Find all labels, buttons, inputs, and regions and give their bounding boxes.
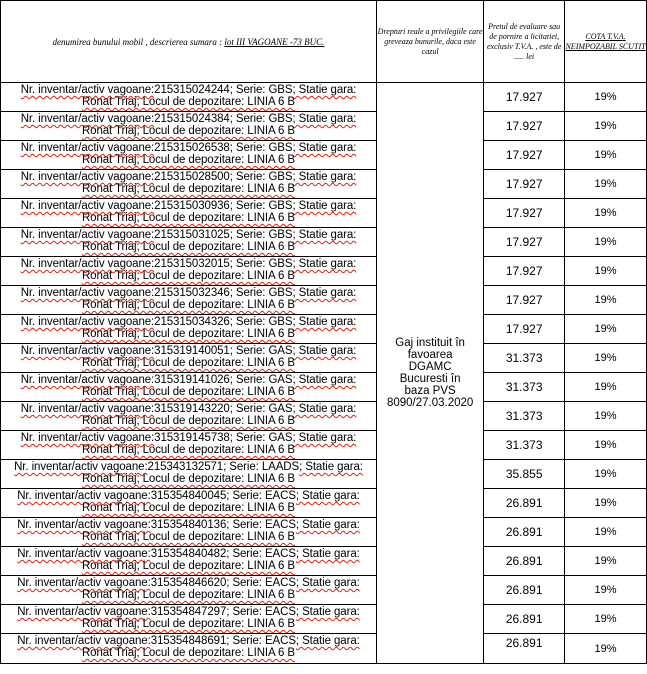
series-label: ; Serie: <box>229 287 269 299</box>
vat-cell: 19% <box>565 199 647 228</box>
inventory-number: 315354840045 <box>150 490 227 502</box>
inventory-number: 315354840136 <box>150 519 227 531</box>
vat-cell: 19% <box>565 431 647 460</box>
table-row <box>1 228 647 257</box>
vat-cell: 19% <box>565 402 647 431</box>
item-description <box>1 489 377 518</box>
station-label: ; Statie gara: <box>295 519 360 531</box>
vat-cell: 19% <box>565 605 647 634</box>
price-cell: 17.927 <box>484 199 565 228</box>
item-description <box>1 141 377 170</box>
station-label: ; Statie gara: <box>295 490 360 502</box>
vat-cell: 19% <box>565 373 647 402</box>
station-label: ; Statie gara: <box>292 374 357 386</box>
location-text: Ronat Triaj; Locul de depozitare: LINIA 6 B <box>81 270 295 282</box>
inventory-label: Nr. inventar/activ vagoane: <box>20 113 155 125</box>
price-cell: 26.891 <box>484 576 565 605</box>
location-text: Ronat Triaj; Locul de depozitare: LINIA 6 B <box>81 647 295 659</box>
item-description <box>1 257 377 286</box>
series-code: GBS <box>268 142 293 154</box>
station-label: ; Statie gara: <box>295 606 360 618</box>
location-text: Ronat Triaj; Locul de depozitare: LINIA 6 B <box>81 618 295 630</box>
vat-cell: 19% <box>565 460 647 489</box>
location-text: Ronat Triaj; Locul de depozitare: LINIA 6 B <box>81 212 295 224</box>
station-label: ; Statie gara: <box>292 258 357 270</box>
inventory-label: Nr. inventar/activ vagoane: <box>14 461 148 473</box>
inventory-label: Nr. inventar/activ vagoane: <box>20 258 155 270</box>
table-row <box>1 141 647 170</box>
inventory-label: Nr. inventar/activ vagoane: <box>20 84 155 96</box>
location-text: Ronat Triaj; Locul de depozitare: LINIA 6 B <box>81 444 295 456</box>
vat-cell: 19% <box>565 141 647 170</box>
series-label: ; Serie: <box>229 374 269 386</box>
inventory-label: Nr. inventar/activ vagoane: <box>20 345 155 357</box>
series-code: GAS <box>268 345 293 357</box>
location-text: Ronat Triaj; Locul de depozitare: LINIA 6 B <box>81 241 295 253</box>
table-row <box>1 344 647 373</box>
item-description <box>1 634 377 664</box>
table-row <box>1 634 647 664</box>
table-row <box>1 402 647 431</box>
price-cell: 17.927 <box>484 257 565 286</box>
station-label: ; Statie gara: <box>292 432 357 444</box>
series-label: ; Serie: <box>229 171 269 183</box>
vat-cell: 19% <box>565 547 647 576</box>
table-row <box>1 170 647 199</box>
table-row <box>1 112 647 141</box>
station-label: ; Statie gara: <box>292 113 357 125</box>
location-text: Ronat Triaj; Locul de depozitare: LINIA 6 B <box>81 415 295 427</box>
price-cell: 31.373 <box>484 373 565 402</box>
series-label: ; Serie: <box>226 606 265 618</box>
price-cell: 31.373 <box>484 431 565 460</box>
inventory-label: Nr. inventar/activ vagoane: <box>20 229 155 241</box>
table-row <box>1 199 647 228</box>
location-text: Ronat Triaj; Locul de depozitare: LINIA 6 B <box>81 125 295 137</box>
station-label: ; Statie gara: <box>292 200 357 212</box>
inventory-label: Nr. inventar/activ vagoane: <box>20 316 155 328</box>
series-code: GBS <box>268 171 293 183</box>
item-description <box>1 576 377 605</box>
header-lot: lot III VAGOANE -73 BUC. <box>224 36 325 47</box>
inventory-label: Nr. inventar/activ vagoane: <box>17 548 151 560</box>
series-code: GAS <box>268 403 293 415</box>
item-description <box>1 112 377 141</box>
series-label: ; Serie: <box>226 519 265 531</box>
inventory-label: Nr. inventar/activ vagoane: <box>20 374 155 386</box>
location-text: Ronat Triaj; Locul de depozitare: LINIA 6 B <box>81 531 295 543</box>
price-cell: 31.373 <box>484 344 565 373</box>
series-code: LAADS <box>261 461 300 473</box>
location-text: Ronat Triaj; Locul de depozitare: LINIA 6 B <box>81 357 295 369</box>
price-cell: 17.927 <box>484 315 565 344</box>
table-row <box>1 547 647 576</box>
price-cell: 26.891 <box>484 605 565 634</box>
table-row <box>1 83 647 112</box>
series-label: ; Serie: <box>229 113 269 125</box>
item-description <box>1 228 377 257</box>
inventory-number: 215315032346 <box>154 287 230 299</box>
price-cell: 17.927 <box>484 83 565 112</box>
series-code: GBS <box>268 258 293 270</box>
item-description <box>1 199 377 228</box>
station-label: ; Statie gara: <box>292 287 357 299</box>
price-cell: 17.927 <box>484 141 565 170</box>
station-label: ; Statie gara: <box>295 577 360 589</box>
table-row <box>1 489 647 518</box>
item-description <box>1 286 377 315</box>
station-label: ; Statie gara: <box>292 171 357 183</box>
inventory-number: 315354846620 <box>150 577 227 589</box>
station-label: ; Statie gara: <box>292 84 357 96</box>
series-code: GBS <box>268 84 293 96</box>
location-text: Ronat Triaj; Locul de depozitare: LINIA 6 B <box>81 96 295 108</box>
vat-cell: 19% <box>565 83 647 112</box>
table-row <box>1 315 647 344</box>
inventory-number: 215343132571 <box>147 461 224 473</box>
inventory-number: 215315034326 <box>154 316 230 328</box>
location-text: Ronat Triaj; Locul de depozitare: LINIA 6 B <box>81 386 295 398</box>
vat-cell: 19% <box>565 518 647 547</box>
series-label: ; Serie: <box>229 142 269 154</box>
inventory-number: 215315026538 <box>154 142 230 154</box>
vat-cell: 19% <box>565 257 647 286</box>
series-code: GBS <box>268 316 293 328</box>
inventory-number: 315354848691 <box>150 635 227 647</box>
station-label: ; Statie gara: <box>292 229 357 241</box>
series-label: ; Serie: <box>229 200 269 212</box>
table-row <box>1 460 647 489</box>
inventory-number: 315319145738 <box>154 432 230 444</box>
series-code: GAS <box>268 374 293 386</box>
series-code: EACS <box>264 490 296 502</box>
lien-cell: Gaj instituit în favoarea DGAMC Bucuresti în baza PVS 8090/27.03.2020 <box>376 83 483 664</box>
item-description <box>1 373 377 402</box>
series-code: EACS <box>264 635 296 647</box>
vat-cell: 19% <box>565 634 647 664</box>
table-header-row <box>1 1 647 83</box>
inventory-number: 315319140051 <box>154 345 230 357</box>
inventory-label: Nr. inventar/activ vagoane: <box>20 171 155 183</box>
station-label: ; Statie gara: <box>292 403 357 415</box>
series-label: ; Serie: <box>226 490 265 502</box>
inventory-number: 215315030936 <box>154 200 230 212</box>
inventory-label: Nr. inventar/activ vagoane: <box>17 577 151 589</box>
price-cell: 31.373 <box>484 402 565 431</box>
item-description <box>1 605 377 634</box>
series-label: ; Serie: <box>226 577 265 589</box>
item-description <box>1 518 377 547</box>
location-text: Ronat Triaj; Locul de depozitare: LINIA 6 B <box>81 589 295 601</box>
price-cell: 17.927 <box>484 112 565 141</box>
table-row <box>1 373 647 402</box>
station-label: ; Statie gara: <box>295 548 360 560</box>
inventory-number: 315354840482 <box>150 548 227 560</box>
station-label: ; Statie gara: <box>292 345 357 357</box>
location-text: Ronat Triaj; Locul de depozitare: LINIA 6 B <box>81 502 295 514</box>
location-text: Ronat Triaj; Locul de depozitare: LINIA 6 B <box>81 328 295 340</box>
inventory-label: Nr. inventar/activ vagoane: <box>17 606 151 618</box>
table-row <box>1 286 647 315</box>
series-code: GAS <box>268 432 293 444</box>
series-code: EACS <box>264 548 296 560</box>
vat-cell: 19% <box>565 344 647 373</box>
header-vat: COTA T.V.A. NEIMPOZABIL SCUTIT <box>565 1 647 83</box>
inventory-label: Nr. inventar/activ vagoane: <box>20 142 155 154</box>
series-code: EACS <box>264 519 296 531</box>
series-label: ; Serie: <box>223 461 262 473</box>
inventory-label: Nr. inventar/activ vagoane: <box>20 287 155 299</box>
series-code: GBS <box>268 229 293 241</box>
vat-cell: 19% <box>565 489 647 518</box>
location-text: Ronat Triaj; Locul de depozitare: LINIA 6 B <box>81 560 295 572</box>
location-text: Ronat Triaj; Locul de depozitare: LINIA 6 B <box>81 154 295 166</box>
series-label: ; Serie: <box>226 548 265 560</box>
vat-cell: 19% <box>565 286 647 315</box>
location-text: Ronat Triaj; Locul de depozitare: LINIA 6 B <box>81 473 295 485</box>
series-label: ; Serie: <box>229 84 269 96</box>
series-code: EACS <box>264 606 296 618</box>
series-label: ; Serie: <box>229 403 269 415</box>
station-label: ; Statie gara: <box>292 142 357 154</box>
item-description <box>1 460 377 489</box>
table-row <box>1 576 647 605</box>
inventory-number: 215315032015 <box>154 258 230 270</box>
inventory-label: Nr. inventar/activ vagoane: <box>20 200 155 212</box>
table-row <box>1 257 647 286</box>
item-description <box>1 431 377 460</box>
item-description <box>1 402 377 431</box>
inventory-number: 215315028500 <box>154 171 230 183</box>
vat-cell: 19% <box>565 315 647 344</box>
table-row <box>1 431 647 460</box>
inventory-number: 315354847297 <box>150 606 227 618</box>
header-description-prefix: denumirea bunului mobil , descrierea sumara : <box>52 36 225 47</box>
price-cell: 35.855 <box>484 460 565 489</box>
inventory-label: Nr. inventar/activ vagoane: <box>20 432 155 444</box>
series-label: ; Serie: <box>229 432 269 444</box>
price-cell: 26.891 <box>484 547 565 576</box>
inventory-label: Nr. inventar/activ vagoane: <box>20 403 155 415</box>
series-label: ; Serie: <box>229 345 269 357</box>
series-label: ; Serie: <box>229 229 269 241</box>
vat-cell: 19% <box>565 576 647 605</box>
series-label: ; Serie: <box>226 635 265 647</box>
price-cell: 26.891 <box>484 489 565 518</box>
series-label: ; Serie: <box>229 258 269 270</box>
vat-cell: 19% <box>565 228 647 257</box>
item-description <box>1 547 377 576</box>
price-cell: 17.927 <box>484 170 565 199</box>
price-cell: 26.891 <box>484 518 565 547</box>
inventory-number: 315319141026 <box>154 374 230 386</box>
header-description <box>1 1 377 83</box>
table-row <box>1 518 647 547</box>
header-liens: Drepturi reale a privilegiile care greveaza bunurile, daca este cazul <box>376 1 483 83</box>
series-code: GBS <box>268 113 293 125</box>
inventory-number: 215315024384 <box>154 113 230 125</box>
item-description <box>1 315 377 344</box>
inventory-number: 315319143220 <box>154 403 230 415</box>
station-label: ; Statie gara: <box>295 635 360 647</box>
item-description <box>1 344 377 373</box>
location-text: Ronat Triaj; Locul de depozitare: LINIA 6 B <box>81 183 295 195</box>
item-description <box>1 83 377 112</box>
price-cell: 26.891 <box>484 634 565 664</box>
station-label: ; Statie gara: <box>299 461 363 473</box>
series-label: ; Serie: <box>229 316 269 328</box>
table-row <box>1 605 647 634</box>
series-code: GBS <box>268 287 293 299</box>
item-description <box>1 170 377 199</box>
inventory-number: 215315024244 <box>154 84 230 96</box>
price-cell: 17.927 <box>484 228 565 257</box>
inventory-label: Nr. inventar/activ vagoane: <box>17 635 151 647</box>
inventory-label: Nr. inventar/activ vagoane: <box>17 490 151 502</box>
vat-cell: 19% <box>565 170 647 199</box>
inventory-number: 215315031025 <box>154 229 230 241</box>
station-label: ; Statie gara: <box>292 316 357 328</box>
price-cell: 17.927 <box>484 286 565 315</box>
header-price: Pretul de evaluare sau de pornire a licitatiei, exclusiv T.V.A. , este de ..... lei <box>484 1 565 83</box>
inventory-label: Nr. inventar/activ vagoane: <box>17 519 151 531</box>
series-code: EACS <box>264 577 296 589</box>
location-text: Ronat Triaj; Locul de depozitare: LINIA 6 B <box>81 299 295 311</box>
vat-cell: 19% <box>565 112 647 141</box>
series-code: GBS <box>268 200 293 212</box>
